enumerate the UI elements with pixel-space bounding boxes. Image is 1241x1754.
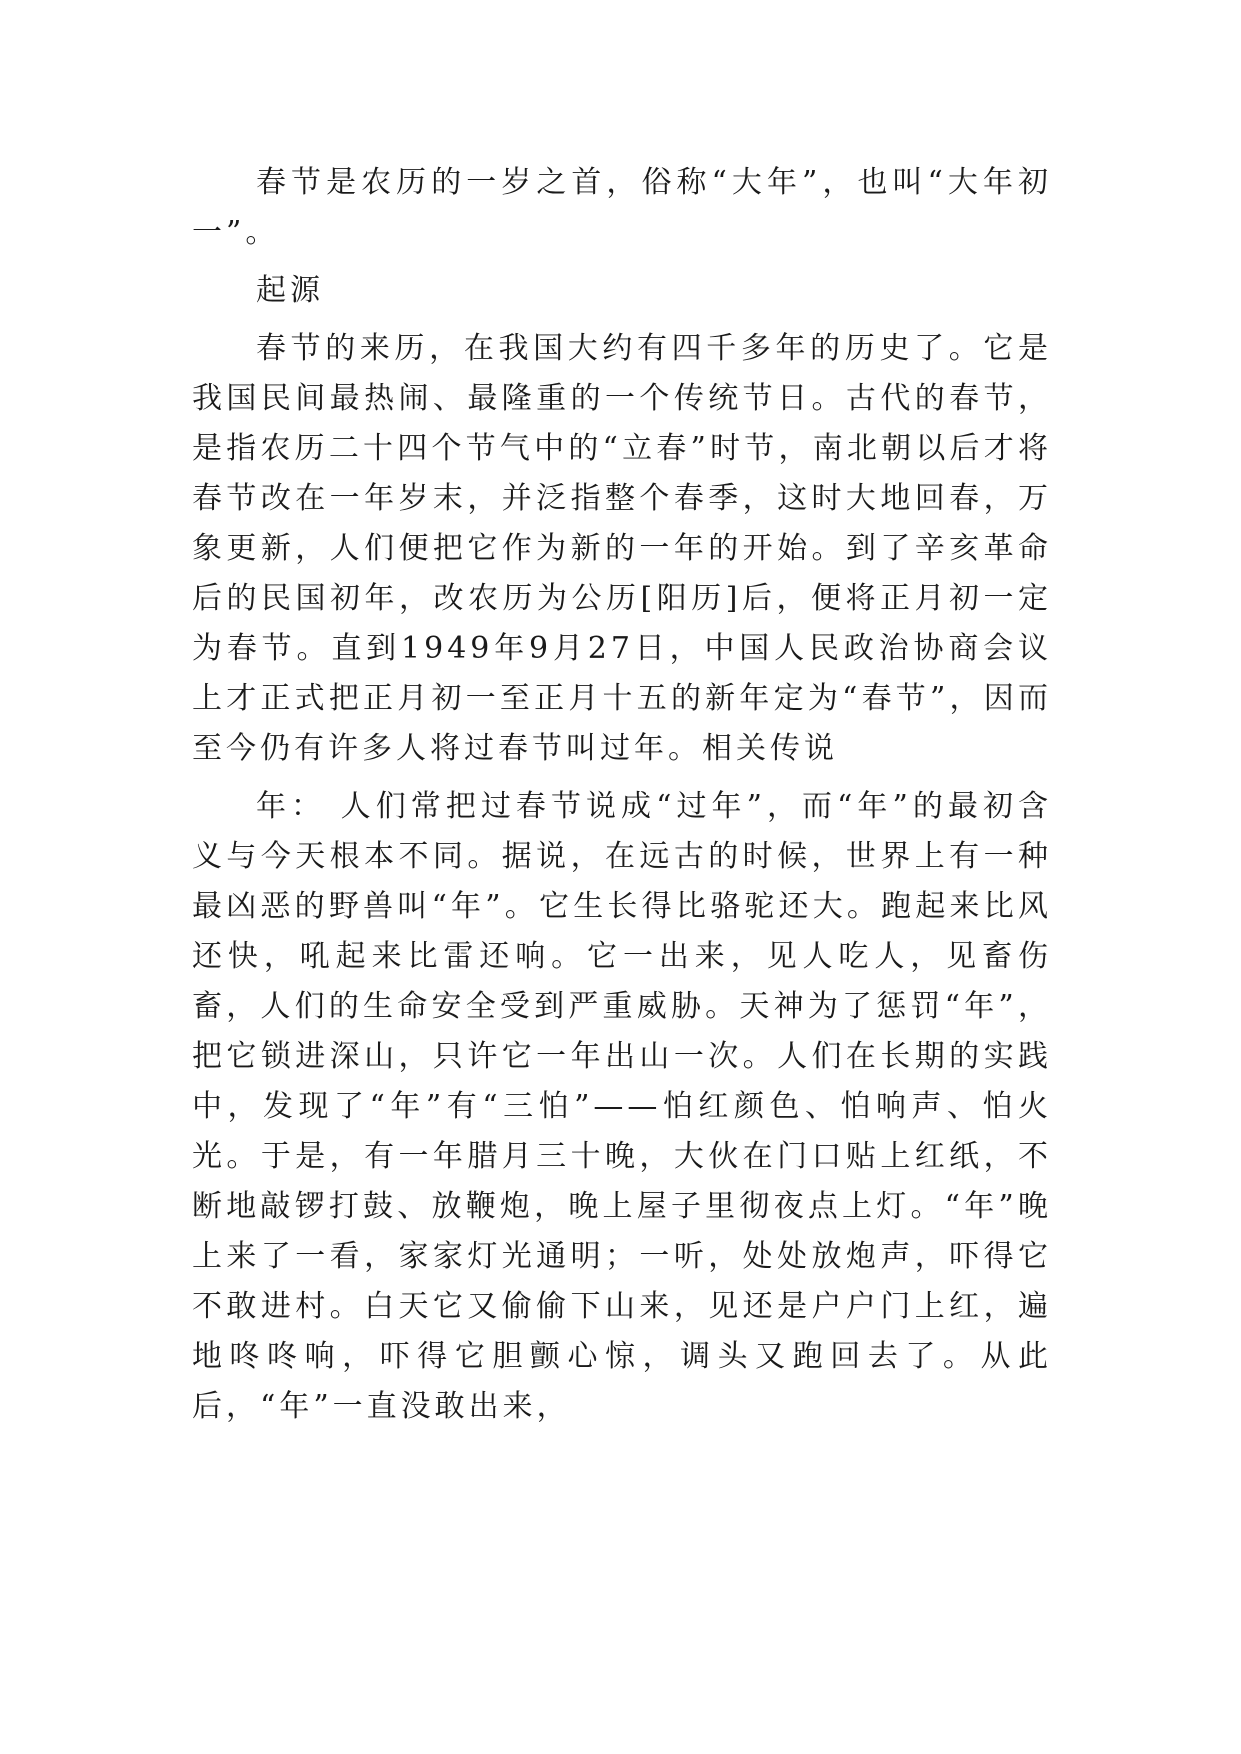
document-body [192, 158, 1052, 1440]
intro-paragraph: 春节是农历的一岁之首，俗称“大年”，也叫“大年初一”。 [192, 165, 1052, 250]
origin-paragraph: 春节的来历，在我国大约有四千多年的历史了。它是我国民间最热闹、最隆重的一个传统节日。古代的春节，是指农历二十四个节气中的“立春”时节，南北朝以后才将春节改在一年岁末，并泛指整个春季，这时大地回春，万象更新，人们便把它作为新的一年的开始。到了辛亥革命后的民国初年，改农历为公历[阳历]后，便将正月初一定为春节。直到1949年9月27日，中国人民政治协商会议上才正式把正月初一至正月十五的新年定为“春节”，因而至今仍有许多人将过春节叫过年。相关传说 [192, 331, 1052, 766]
section-heading-origin: 起源 [256, 273, 324, 308]
legend-paragraph: 年： 人们常把过春节说成“过年”，而“年”的最初含义与今天根本不同。据说，在远古的时候，世界上有一种最凶恶的野兽叫“年”。它生长得比骆驼还大。跑起来比风还快，吼起来比雷还响。它一出来，见人吃人，见畜伤畜，人们的生命安全受到严重威胁。天神为了惩罚“年”，把它锁进深山，只许它一年出山一次。人们在长期的实践中，发现了“年”有“三怕”——怕红颜色、怕响声、怕火光。于是，有一年腊月三十晚，大伙在门口贴上红纸，不断地敲锣打鼓、放鞭炮，晚上屋子里彻夜点上灯。“年”晚上来了一看，家家灯光通明；一听，处处放炮声，吓得它不敢进村。白天它又偷偷下山来，见还是户户门上红，遍地咚咚响，吓得它胆颤心惊，调头又跑回去了。从此后，“年”一直没敢出来， [192, 789, 1052, 1424]
